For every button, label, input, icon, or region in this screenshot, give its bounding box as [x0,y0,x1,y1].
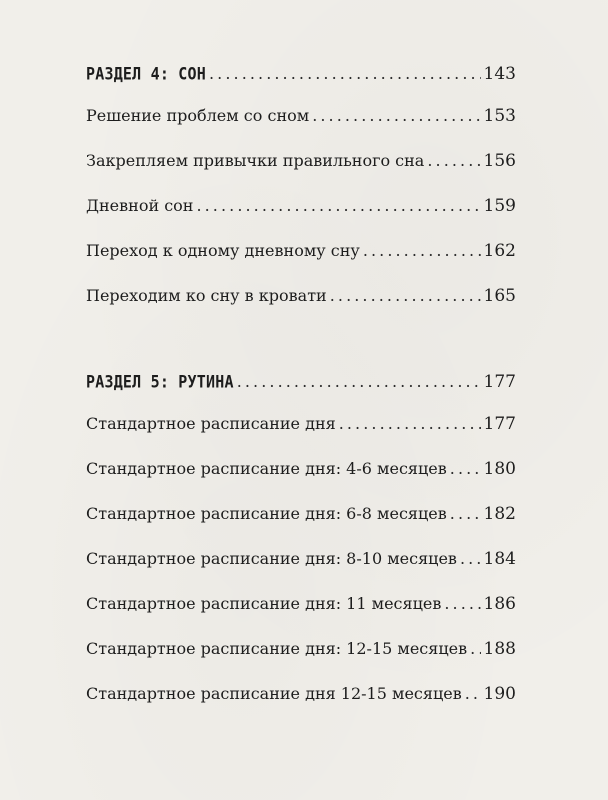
entry-title: Стандартное расписание дня: 8-10 месяцев [86,549,457,568]
section-title: РАЗДЕЛ 4: СОН [86,63,206,85]
section-title: РАЗДЕЛ 5: РУТИНА [86,371,234,393]
page-number: 162 [483,241,516,261]
entry-title: Стандартное расписание дня: 4-6 месяцев [86,459,447,478]
entry-title: Стандартное расписание дня: 6-8 месяцев [86,504,447,523]
page-number: 165 [483,286,516,306]
toc-entry [86,146,516,176]
entry-title: Стандартное расписание дня 12-15 месяцев [86,684,462,703]
page-number: 184 [483,549,516,569]
dot-leader [427,146,480,176]
dot-leader [460,544,481,574]
page-number: 159 [483,196,516,216]
page-number: 182 [483,504,516,524]
dot-leader [470,634,480,664]
page-number: 177 [483,372,516,392]
toc-entry [86,409,516,439]
entry-title: Переходим ко сну в кровати [86,286,327,305]
toc-entry [86,589,516,619]
entry-title: Стандартное расписание дня [86,414,336,433]
entry-title: Закрепляем привычки правильного сна [86,151,425,170]
dot-leader [330,281,481,311]
dot-leader [237,367,481,397]
entry-title: Переход к одному дневному сну [86,241,360,260]
dot-leader [465,679,481,709]
dot-leader [339,409,481,439]
toc-entry [86,454,516,484]
page-number: 186 [483,594,516,614]
toc-entry [86,544,516,574]
page-number: 153 [483,106,516,126]
page-number: 190 [483,684,516,704]
dot-leader [450,499,481,529]
dot-leader [196,191,480,221]
dot-leader [444,589,480,619]
toc-entry [86,634,516,664]
toc-section-4 [86,59,516,89]
entry-title: Стандартное расписание дня: 12-15 месяцев [86,639,468,658]
toc-section-5 [86,367,516,397]
dot-leader [209,59,481,89]
toc-entry [86,191,516,221]
toc-entry [86,499,516,529]
dot-leader [363,236,481,266]
page-number: 180 [483,459,516,479]
page-number: 156 [483,151,516,171]
page-number: 177 [483,414,516,434]
toc-entry [86,101,516,131]
dot-leader [450,454,481,484]
page-number: 188 [483,639,516,659]
toc-entry [86,679,516,709]
entry-title: Дневной сон [86,196,194,215]
dot-leader [312,101,480,131]
toc-entry [86,281,516,311]
entry-title: Стандартное расписание дня: 11 месяцев [86,594,442,613]
entry-title: Решение проблем со сном [86,106,310,125]
toc-entry [86,236,516,266]
page-number: 143 [483,64,516,84]
